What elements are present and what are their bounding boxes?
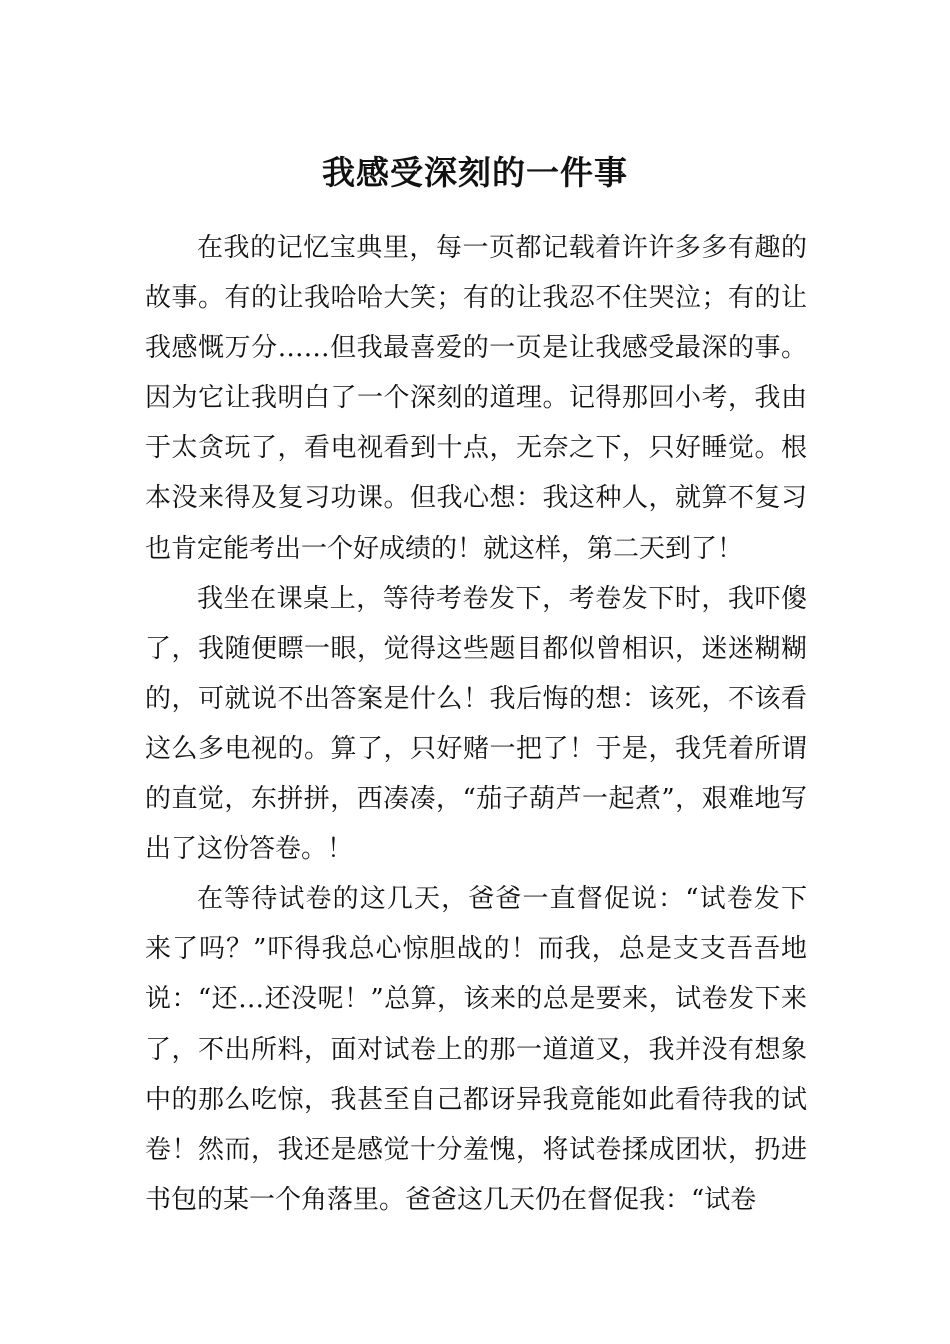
paragraph-1: 在我的记忆宝典里，每一页都记载着许许多多有趣的故事。有的让我哈哈大笑；有的让我忍不住哭泣；有的让我感慨万分……但我最喜爱的一页是让我感受最深的事。因为它让我明白了一个深刻的道理。记得那回小考，我由于太贪玩了，看电视看到十点，无奈之下，只好睡觉。根本没来得及复习功课。但我心想：我这种人，就算不复习也肯定能考出一个好成绩的！就这样，第二天到了！ — [145, 233, 807, 564]
paragraph-3: 在等待试卷的这几天，爸爸一直督促说：“试卷发下来了吗？”吓得我总心惊胆战的！而我，总是支支吾吾地说：“还…还没呢！”总算，该来的总是要来，试卷发下来了，不出所料，面对试卷上的那一道道叉，我并没有想象中的那么吃惊，我甚至自己都讶异我竟能如此看待我的试卷！然而，我还是感觉十分羞愧，将试卷揉成团状，扔进书包的某一个角落里。爸爸这几天仍在督促我：“试卷 — [145, 884, 807, 1215]
document-body — [145, 223, 807, 1225]
document-title: 我感受深刻的一件事 — [322, 153, 628, 193]
paragraph-2: 我坐在课桌上，等待考卷发下，考卷发下时，我吓傻了，我随便瞟一眼，觉得这些题目都似曾相识，迷迷糊糊的，可就说不出答案是什么！我后悔的想：该死，不该看这么多电视的。算了，只好赌一把了！于是，我凭着所谓的直觉，东拼拼，西凑凑，“茄子葫芦一起煮”，艰难地写出了这份答卷。！ — [145, 583, 807, 865]
